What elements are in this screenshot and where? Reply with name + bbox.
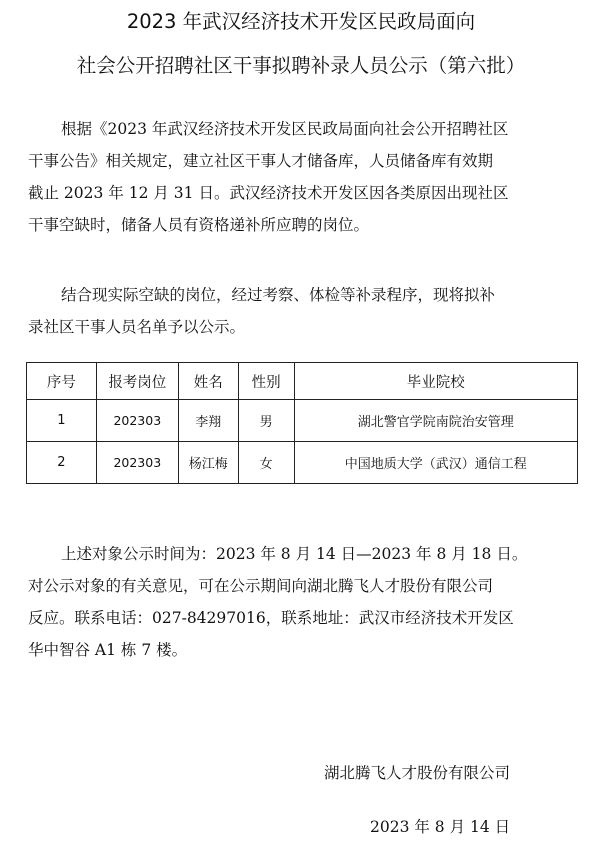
header-index: 序号 bbox=[27, 363, 97, 400]
cell-name: 李翔 bbox=[178, 400, 238, 442]
paragraph-line: 上述对象公示时间为：2023 年 8 月 14 日—2023 年 8 月 18 日。 bbox=[61, 545, 528, 563]
cell-gender: 女 bbox=[238, 442, 294, 484]
paragraph-reserve-policy bbox=[28, 113, 584, 241]
paragraph-line: 截止 2023 年 12 月 31 日。武汉经济技术开发区因各类原因出现社区 bbox=[28, 184, 509, 202]
paragraph-line: 结合现实际空缺的岗位，经过考察、体检等补录程序，现将拟补 bbox=[61, 286, 496, 304]
paragraph-line: 对公示对象的有关意见，可在公示期间向湖北腾飞人才股份有限公司 bbox=[28, 577, 494, 595]
signature-date: 2023 年 8 月 14 日 bbox=[370, 818, 511, 836]
paragraph-line: 反应。联系电话：027-84297016，联系地址：武汉市经济技术开发区 bbox=[28, 609, 514, 627]
signature-organization: 湖北腾飞人才股份有限公司 bbox=[324, 764, 511, 782]
cell-name: 杨江梅 bbox=[178, 442, 238, 484]
header-name: 姓名 bbox=[178, 363, 238, 400]
cell-school: 湖北警官学院南院治安管理 bbox=[294, 400, 577, 442]
header-position: 报考岗位 bbox=[96, 363, 178, 400]
paragraph-line: 华中智谷 A1 栋 7 楼。 bbox=[28, 641, 188, 659]
candidate-table bbox=[26, 362, 578, 484]
paragraph-line: 干事空缺时，储备人员有资格递补所应聘的岗位。 bbox=[28, 216, 370, 234]
cell-index: 1 bbox=[27, 400, 97, 442]
table-header-row bbox=[27, 363, 578, 400]
cell-position: 202303 bbox=[96, 400, 178, 442]
paragraph-announcement bbox=[28, 279, 584, 343]
header-gender: 性别 bbox=[238, 363, 294, 400]
cell-index: 2 bbox=[27, 442, 97, 484]
header-school: 毕业院校 bbox=[294, 363, 577, 400]
title-line-1: 2023 年武汉经济技术开发区民政局面向 bbox=[126, 10, 476, 33]
table-row bbox=[27, 400, 578, 442]
paragraph-line: 根据《2023 年武汉经济技术开发区民政局面向社会公开招聘社区 bbox=[61, 120, 509, 138]
paragraph-line: 录社区干事人员名单予以公示。 bbox=[28, 318, 246, 336]
cell-gender: 男 bbox=[238, 400, 294, 442]
paragraph-line: 干事公告》相关规定，建立社区干事人才储备库，人员储备库有效期 bbox=[28, 152, 494, 170]
cell-school: 中国地质大学（武汉）通信工程 bbox=[294, 442, 577, 484]
title-line-2: 社会公开招聘社区干事拟聘补录人员公示（第六批） bbox=[76, 54, 526, 77]
paragraph-publicity-period bbox=[28, 538, 584, 666]
table-row bbox=[27, 442, 578, 484]
cell-position: 202303 bbox=[96, 442, 178, 484]
